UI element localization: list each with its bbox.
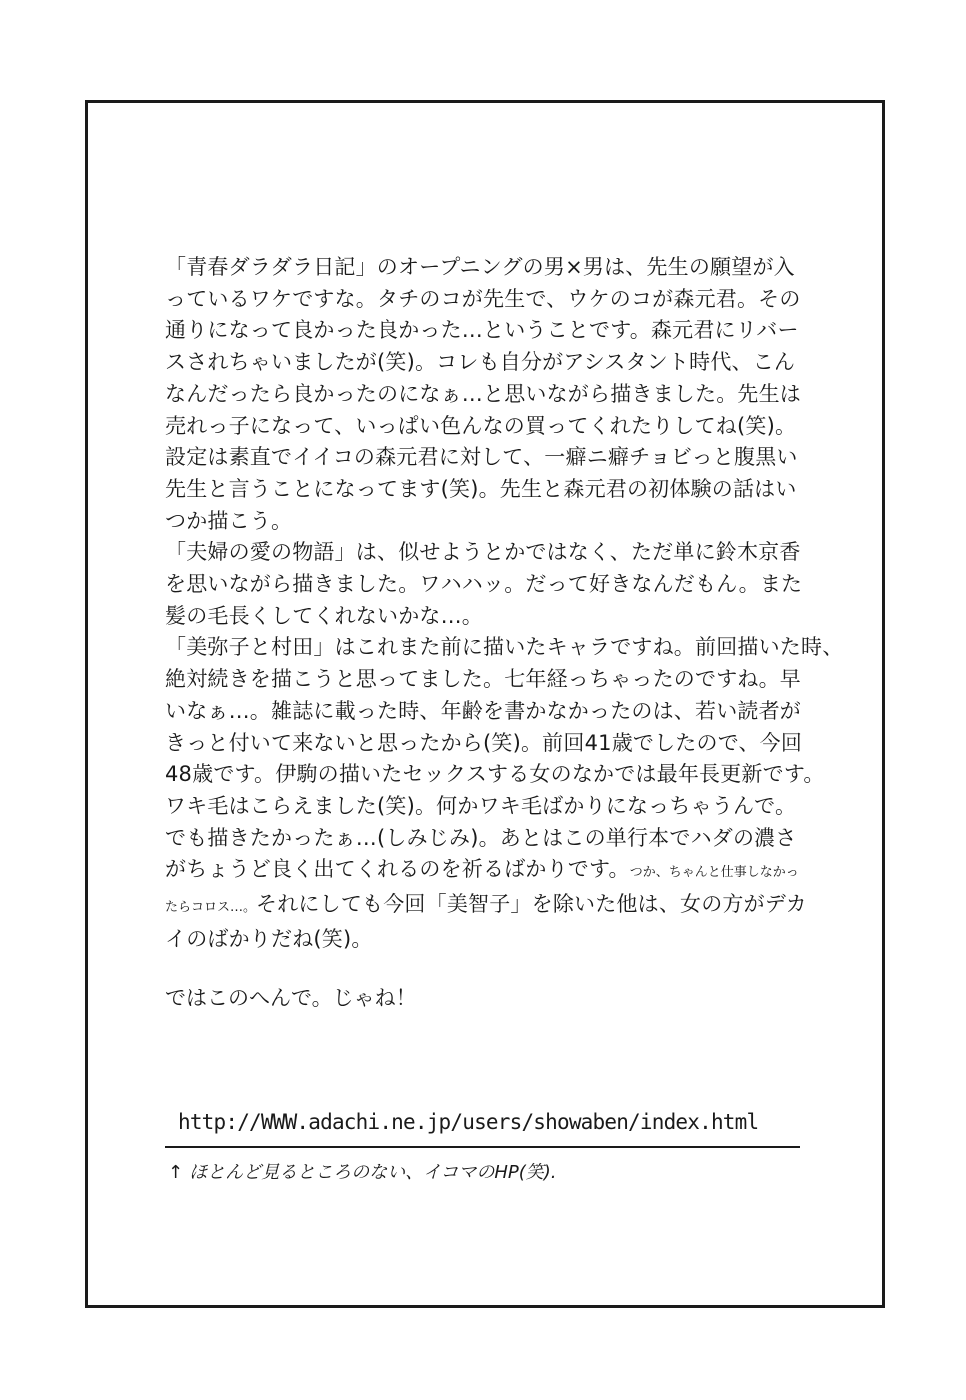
url-underline-rule xyxy=(165,1146,800,1148)
up-arrow-icon: ↑ xyxy=(168,1162,184,1183)
afterword-line-20-aside: つか、ちゃんと仕事しなかっ xyxy=(629,865,799,881)
afterword-line-15: いなぁ…。雑誌に載った時、年齢を書かなかったのは、若い読者が xyxy=(165,698,801,723)
afterword-line-13: 「美弥子と村田」はこれまた前に描いたキャラですね。前回描いた時、 xyxy=(165,635,844,660)
homepage-url: http://WWW.adachi.ne.jp/users/showaben/index.html xyxy=(178,1110,759,1134)
afterword-line-11: を思いながら描きました。ワハハッ。だって好きなんだもん。また xyxy=(165,572,803,597)
afterword-line-17: 48歳です。伊駒の描いたセックスする女のなかでは最年長更新です。 xyxy=(165,762,825,787)
afterword-line-6: 売れっ子になって、いっぱい色んなの買ってくれたりしてね(笑)。 xyxy=(165,413,797,438)
afterword-line-9: つか描こう。 xyxy=(165,508,293,533)
afterword-line-18: ワキ毛はこらえました(笑)。何かワキ毛ばかりになっちゃうんで。 xyxy=(165,793,797,818)
afterword-line-10: 「夫婦の愛の物語」は、似せようとかではなく、ただ単に鈴木京香 xyxy=(165,540,801,565)
afterword-line-7: 設定は素直でイイコの森元君に対して、一癖ニ癖チョビっと腹黒い xyxy=(165,445,798,470)
afterword-line-1: 「青春ダラダラ日記」のオープニングの男×男は、先生の願望が入 xyxy=(165,255,795,279)
afterword-line-20 xyxy=(165,854,825,889)
afterword-line-21-aside: たらコロス…。 xyxy=(165,900,257,916)
afterword-line-22: イのばかりだね(笑)。 xyxy=(165,926,373,951)
handwritten-note-text: ほとんど見るところのない、イコマのHP(笑). xyxy=(189,1162,557,1183)
afterword-line-20-main: がちょうど良く出てくれるのを祈るばかりです。 xyxy=(165,857,630,882)
afterword-line-21 xyxy=(165,889,825,924)
afterword-line-5: なんだったら良かったのになぁ…と思いながら描きました。先生は xyxy=(165,381,801,406)
afterword-line-4: スされちゃいましたが(笑)。コレも自分がアシスタント時代、こん xyxy=(165,350,796,375)
afterword-text xyxy=(165,252,844,955)
closing-remark: ではこのへんで。じゃね！ xyxy=(165,986,417,1010)
afterword-line-2: っているワケですな。タチのコが先生で、ウケのコが森元君。その xyxy=(165,286,801,311)
afterword-line-14: 絶対続きを描こうと思ってました。七年経っちゃったのですね。早 xyxy=(165,667,801,692)
afterword-line-21-main: それにしても今回「美智子」を除いた他は、女の方がデカ xyxy=(256,892,807,917)
handwritten-note xyxy=(168,1158,557,1184)
afterword-line-16: きっと付いて来ないと思ったから(笑)。前回41歳でしたので、今回 xyxy=(165,730,803,755)
afterword-line-12: 髪の毛長くしてくれないかな…。 xyxy=(165,603,483,628)
afterword-line-8: 先生と言うことになってます(笑)。先生と森元君の初体験の話はい xyxy=(165,476,797,501)
afterword-line-3: 通りになって良かった良かった…ということです。森元君にリバー xyxy=(165,318,799,343)
afterword-line-19: でも描きたかったぁ…(しみじみ)。あとはこの単行本でハダの濃さ xyxy=(165,825,797,850)
